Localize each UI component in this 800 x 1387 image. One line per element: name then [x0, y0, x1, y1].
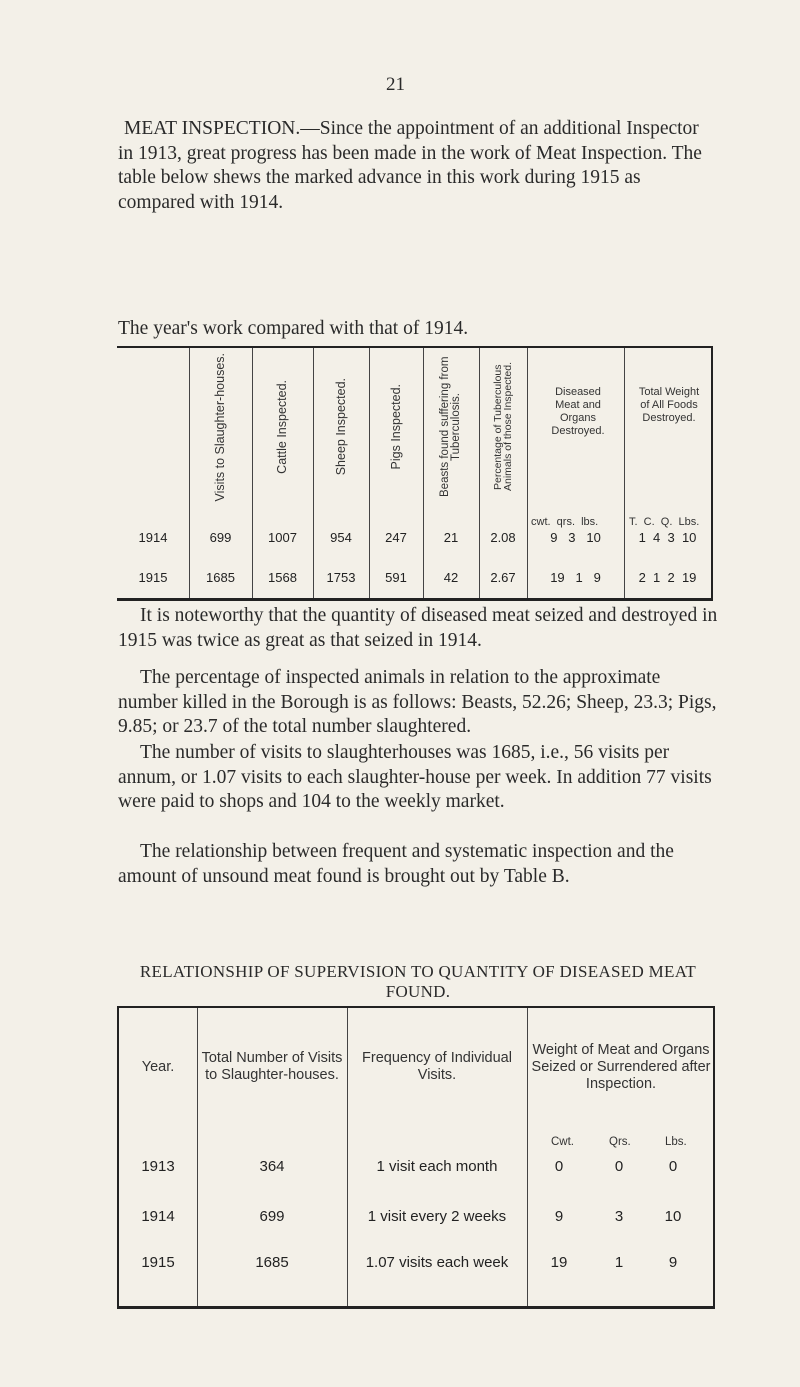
header-total-visits: Total Number of Visits to Slaughter-houses.: [201, 1050, 343, 1083]
header-frequency: Frequency of Individual Visits.: [362, 1050, 512, 1083]
header-cattle: Cattle Inspected.: [275, 380, 289, 474]
table-b-heading: RELATIONSHIP OF SUPERVISION TO QUANTITY OF DISEASED MEAT FOUND.: [139, 962, 697, 1001]
units-diseased: cwt. qrs. lbs.: [531, 516, 599, 528]
header-sheep: Sheep Inspected.: [333, 378, 348, 476]
units-total: T. C. Q. Lbs.: [629, 516, 700, 528]
header-visits: Visits to Slaughter-houses.: [213, 352, 227, 502]
table-a: [117, 346, 713, 601]
table-row-1915-year: 1915: [138, 570, 168, 585]
header-pigs: Pigs Inspected.: [388, 384, 403, 470]
table-row-visits: 1685: [255, 1254, 289, 1271]
header-diseased: Diseased Meat and Organs Destroyed.: [551, 386, 605, 437]
table-row-1914-pigs: 247: [385, 530, 407, 545]
header-total: Total Weight of All Foods Destroyed.: [638, 386, 700, 424]
table-row-1914-total: 1 4 3 10: [638, 530, 697, 545]
header-beasts-tb: Beasts found suffering from Tuberculosis.: [439, 356, 462, 498]
table-row-1915-percentage: 2.67: [490, 570, 516, 585]
header-year: Year.: [141, 1058, 175, 1075]
table-row-qrs: 0: [614, 1158, 624, 1175]
paragraph-relationship: The relationship between frequent and systematic inspection and the amount of unsound meat found is brought out by Table B.: [118, 841, 674, 887]
paragraph-noteworthy: It is noteworthy that the quantity of diseased meat seized and destroyed in 1915 was twice as great as that seized in 1914.: [118, 605, 718, 651]
table-row-1914-cattle: 1007: [268, 530, 297, 545]
page-number: 21: [386, 74, 405, 95]
unit-lbs: Lbs.: [665, 1136, 687, 1148]
unit-cwt: Cwt.: [551, 1136, 574, 1148]
table-row-qrs: 1: [614, 1254, 624, 1271]
header-weight: Weight of Meat and Organs Seized or Surrendered after Inspection.: [531, 1041, 711, 1092]
table-row-frequency: 1 visit every 2 weeks: [367, 1208, 507, 1225]
table-row-1915-total: 2 1 2 19: [638, 570, 697, 585]
table-row-frequency: 1.07 visits each week: [365, 1254, 509, 1271]
table-row-lbs: 0: [668, 1158, 678, 1175]
table-row-1914-percentage: 2.08: [490, 530, 516, 545]
intro-paragraph: MEAT INSPECTION.—Since the appointment of an additional Inspector in 1913, great progress has been made in the work of Meat Inspection. The table below shews the marked advance in this work during 1915 as compared with 1914.: [118, 118, 702, 213]
table-row-lbs: 10: [664, 1208, 682, 1225]
paragraph-percentage: The percentage of inspected animals in relation to the approximate number killed in the Borough is as follows: Beasts, 52.26; Sheep, 23.3; Pigs, 9.85; or 23.7 of the total number slaughtered.: [118, 667, 717, 738]
table-row-1915-visits: 1685: [206, 570, 235, 585]
table-row-cwt: 19: [550, 1254, 568, 1271]
paragraph-visits-visible: The number of visits to slaughterhouses was 1685, i.e., 56 visits per annum, or 1.07 visits to each slaughter-house per week. In addition 77 visits were paid to shops and 104 to the weekly market.: [118, 742, 712, 813]
table-row-year: 1913: [141, 1158, 175, 1175]
table-row-visits: 699: [259, 1208, 285, 1225]
table-row-1914-sheep: 954: [330, 530, 352, 545]
table-row-frequency: 1 visit each month: [376, 1158, 498, 1175]
table-row-qrs: 3: [614, 1208, 624, 1225]
table-row-1914-visits: 699: [209, 530, 232, 545]
table-a-caption: The year's work compared with that of 1914.: [118, 318, 469, 339]
header-percentage: Percentage of Tuberculous Animals of those Inspected.: [492, 362, 514, 492]
table-row-cwt: 9: [554, 1208, 564, 1225]
table-row-lbs: 9: [668, 1254, 678, 1271]
table-row-year: 1915: [141, 1254, 175, 1271]
table-row-1914-diseased: 9 3 10: [550, 530, 601, 545]
table-row-1915-beasts-tb: 42: [443, 570, 459, 585]
table-b: [117, 1006, 715, 1309]
table-row-1914-year: 1914: [138, 530, 168, 545]
table-row-1915-diseased: 19 1 9: [550, 570, 601, 585]
table-row-year: 1914: [141, 1208, 175, 1225]
table-row-1915-pigs: 591: [385, 570, 407, 585]
table-row-1915-cattle: 1568: [268, 570, 297, 585]
table-row-cwt: 0: [554, 1158, 564, 1175]
table-row-visits: 364: [259, 1158, 285, 1175]
unit-qrs: Qrs.: [609, 1136, 631, 1148]
table-row-1915-sheep: 1753: [326, 570, 356, 585]
table-row-1914-beasts-tb: 21: [443, 530, 459, 545]
